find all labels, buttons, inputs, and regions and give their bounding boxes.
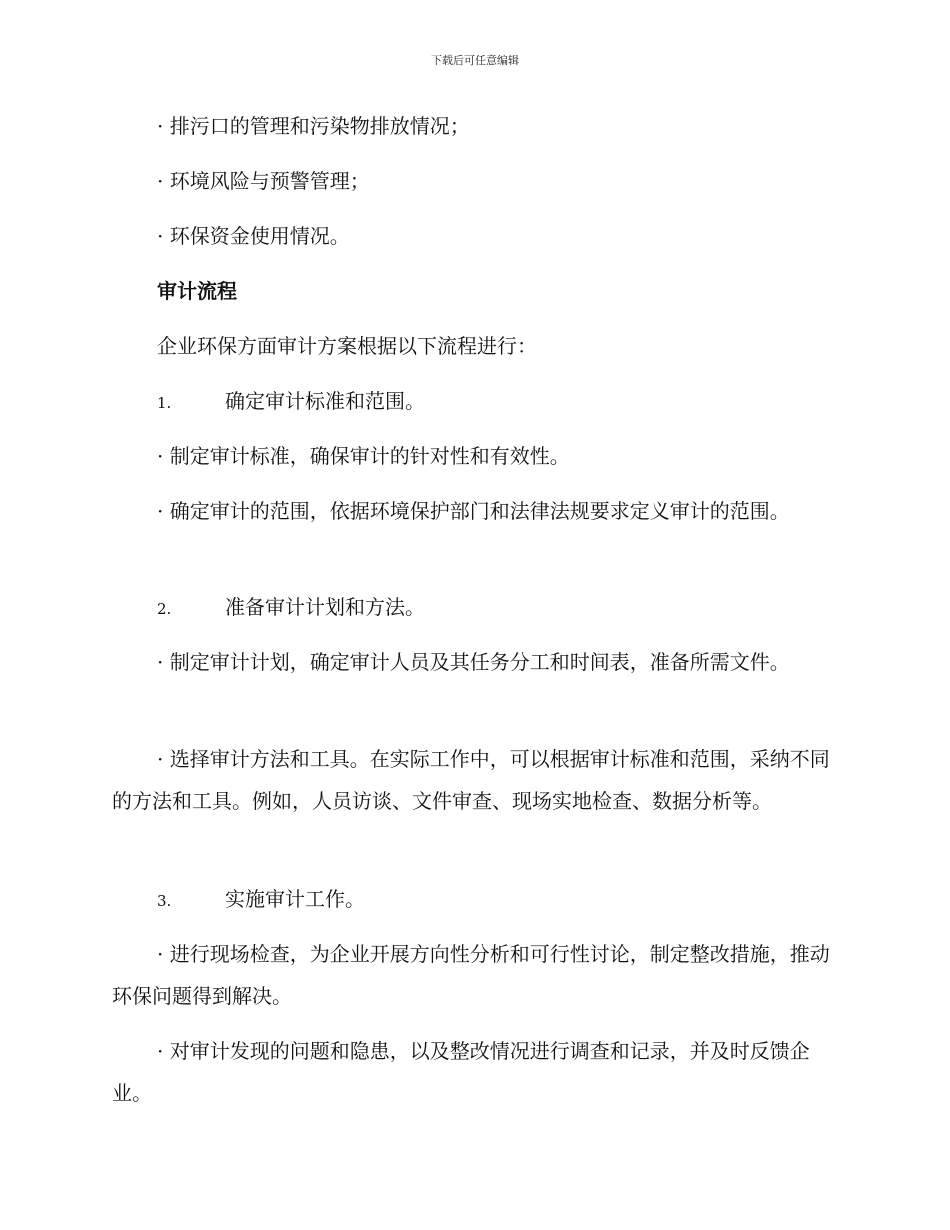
step-2 — [157, 586, 877, 630]
bullet-outfall-management: · 排污口的管理和污染物排放情况； — [157, 114, 470, 138]
bullet-funds-usage: · 环保资金使用情况。 — [157, 224, 350, 248]
step-1 — [157, 380, 877, 424]
step-number: 3. — [157, 892, 172, 910]
step-3-bullet-2: · 对审计发现的问题和隐患，以及整改情况进行调查和记录，并及时反馈企业。 — [112, 1039, 810, 1105]
step-3-bullet-1: · 进行现场检查，为企业开展方向性分析和可行性讨论，制定整改措施，推动环保问题得到解决。 — [112, 942, 830, 1008]
step-3 — [157, 878, 877, 922]
bullet-risk-warning: · 环境风险与预警管理； — [157, 169, 370, 193]
step-1-bullet-2: · 确定审计的范围，依据环境保护部门和法律法规要求定义审计的范围。 — [157, 499, 790, 523]
section-heading: 审计流程 — [157, 279, 237, 303]
step-title: 实施审计工作。 — [225, 887, 365, 911]
page-header: 下载后可任意编辑 — [431, 54, 519, 67]
intro-paragraph: 企业环保方面审计方案根据以下流程进行： — [157, 334, 537, 358]
step-title: 确定审计标准和范围。 — [225, 389, 425, 413]
step-1-bullet-1: · 制定审计标准，确保审计的针对性和有效性。 — [157, 444, 570, 468]
step-2-bullet-1: · 制定审计计划，确定审计人员及其任务分工和时间表，准备所需文件。 — [157, 650, 790, 674]
step-number: 2. — [157, 600, 172, 618]
step-number: 1. — [157, 394, 172, 412]
step-2-bullet-2: · 选择审计方法和工具。在实际工作中，可以根据审计标准和范围，采纳不同的方法和工具。例如，人员访谈、文件审查、现场实地检查、数据分析等。 — [112, 747, 830, 813]
step-title: 准备审计计划和方法。 — [225, 595, 425, 619]
